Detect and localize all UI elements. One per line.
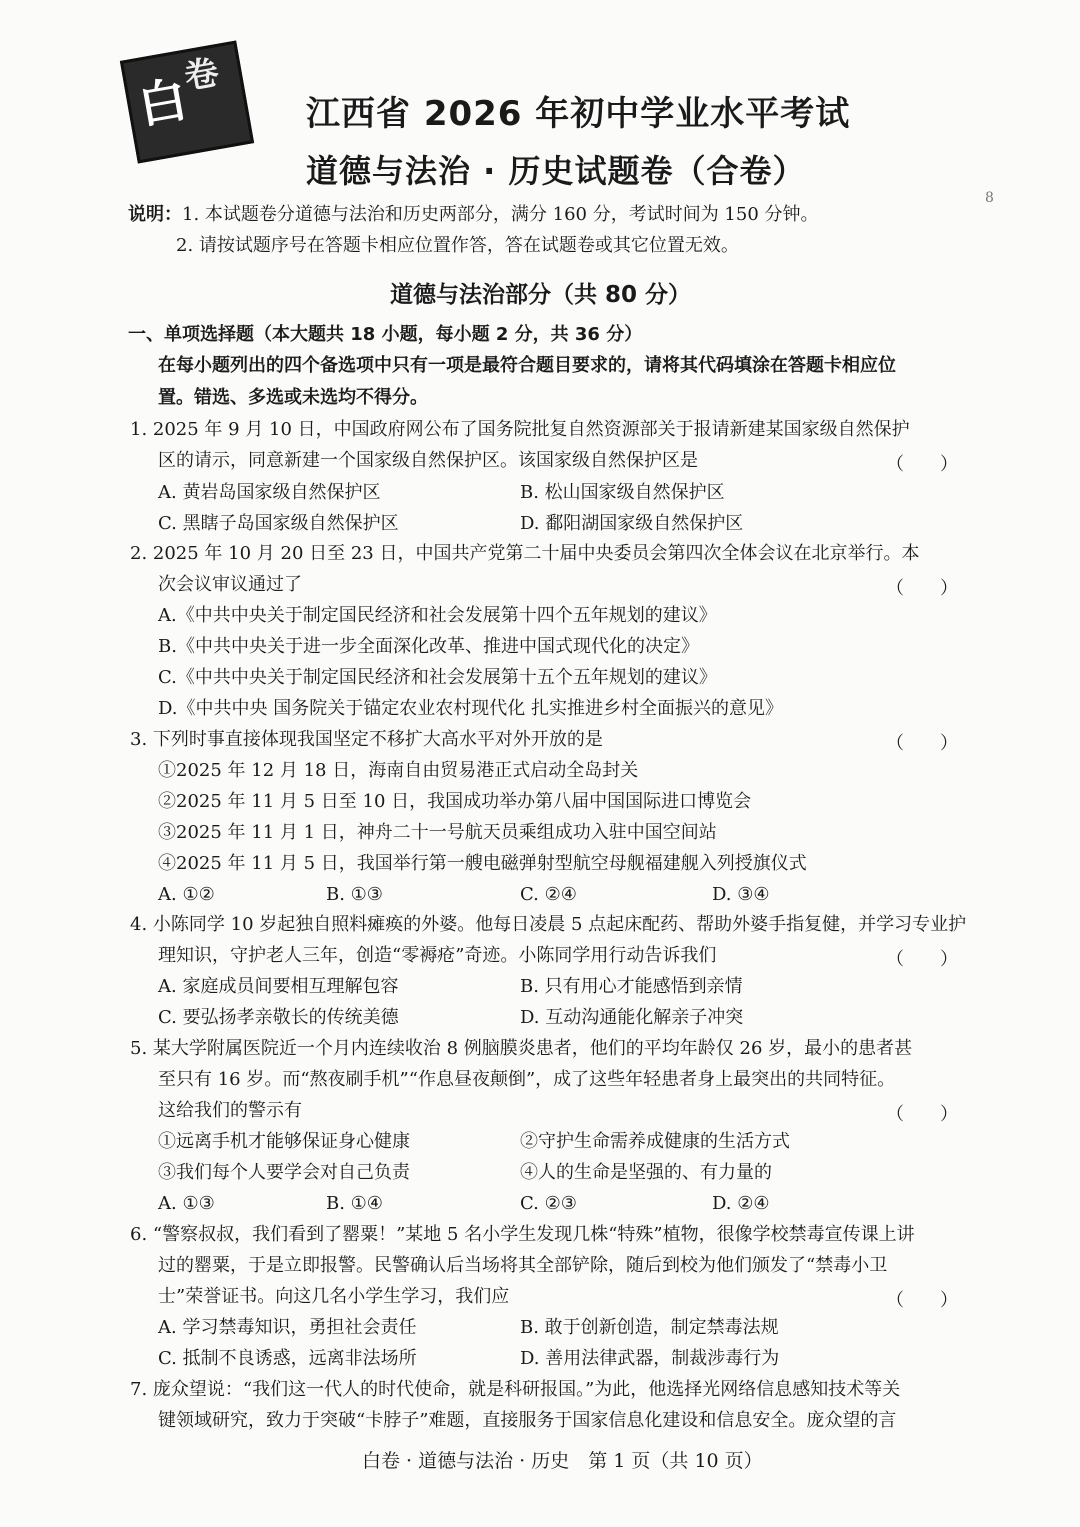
q5-stem-2: 至只有 16 岁。而“熬夜刷手机”“作息昼夜颠倒”，成了这些年轻患者身上最突出的共同特征。 [158, 1069, 896, 1090]
q7-stem-1: 7. 庞众望说：“我们这一代人的时代使命，就是科研报国。”为此，他选择光网络信息感知技术等关 [130, 1379, 901, 1400]
q5-option-d: D. ②④ [712, 1193, 770, 1214]
q2-option-b: B.《中共中央关于进一步全面深化改革、推进中国式现代化的决定》 [158, 636, 699, 657]
q4-option-b: B. 只有用心才能感悟到亲情 [520, 976, 743, 997]
stamp-char-left: 白 [134, 71, 192, 135]
q5-option-a: A. ①③ [158, 1193, 215, 1214]
exam-title: 江西省 2026 年初中学业水平考试 [306, 94, 851, 134]
q1-stem-1: 1. 2025 年 9 月 10 日，中国政府网公布了国务院批复自然资源部关于报请新建某国家级自然保护 [130, 419, 910, 440]
q4-stem-2: 理知识，守护老人三年，创造“零褥疮”奇迹。小陈同学用行动告诉我们 [158, 945, 717, 966]
q1-option-c: C. 黑瞎子岛国家级自然保护区 [158, 513, 399, 534]
q3-option-b: B. ①③ [326, 884, 383, 905]
part-title: 道德与法治部分（共 80 分） [390, 282, 692, 308]
q5-stem-3: 这给我们的警示有 [158, 1100, 302, 1121]
q6-stem-2: 过的罂粟，于是立即报警。民警确认后当场将其全部铲除，随后到校为他们颁发了“禁毒小卫 [158, 1255, 888, 1276]
q5-statement-1: ①远离手机才能够保证身心健康 [158, 1131, 410, 1152]
q3-option-c: C. ②④ [520, 884, 577, 905]
q4-answer-paren: （ ） [886, 949, 958, 970]
section-heading: 一、单项选择题（本大题共 18 小题，每小题 2 分，共 36 分） [128, 324, 643, 345]
q4-stem-1: 4. 小陈同学 10 岁起独自照料瘫痪的外婆。他每日凌晨 5 点起床配药、帮助外婆手指复健，并学习专业护 [130, 914, 967, 935]
exam-subtitle: 道德与法治 · 历史试题卷（合卷） [306, 152, 806, 190]
q5-statement-4: ④人的生命是坚强的、有力量的 [520, 1162, 772, 1183]
q3-statement-2: ②2025 年 11 月 5 日至 10 日，我国成功举办第八届中国国际进口博览会 [158, 791, 752, 812]
q1-stem-2: 区的请示，同意新建一个国家级自然保护区。该国家级自然保护区是 [158, 450, 698, 471]
q3-answer-paren: （ ） [886, 733, 958, 754]
q3-statement-1: ①2025 年 12 月 18 日，海南自由贸易港正式启动全岛封关 [158, 760, 639, 781]
instruction-1: 1. 本试题卷分道德与法治和历史两部分，满分 160 分，考试时间为 150 分钟。 [182, 204, 819, 225]
q2-option-a: A.《中共中央关于制定国民经济和社会发展第十四个五年规划的建议》 [158, 605, 717, 626]
q3-option-a: A. ①② [158, 884, 215, 905]
q6-option-d: D. 善用法律武器，制裁涉毒行为 [520, 1348, 780, 1369]
q5-stem-1: 5. 某大学附属医院近一个月内连续收治 8 例脑膜炎患者，他们的平均年龄仅 26 岁，最小的患者甚 [130, 1038, 913, 1059]
q5-answer-paren: （ ） [886, 1104, 958, 1125]
white-paper-stamp [120, 41, 254, 164]
section-desc-2: 置。错选、多选或未选均不得分。 [158, 387, 428, 408]
q2-answer-paren: （ ） [886, 578, 958, 599]
q3-stem: 3. 下列时事直接体现我国坚定不移扩大高水平对外开放的是 [130, 729, 603, 750]
section-desc-1: 在每小题列出的四个备选项中只有一项是最符合题目要求的，请将其代码填涂在答题卡相应位 [158, 355, 896, 376]
q6-stem-3: 士”荣誉证书。向这几名小学生学习，我们应 [158, 1286, 510, 1307]
q2-stem-1: 2. 2025 年 10 月 20 日至 23 日，中国共产党第二十届中央委员会第四次全体会议在北京举行。本 [130, 543, 920, 564]
q2-stem-2: 次会议审议通过了 [158, 574, 302, 595]
q4-option-a: A. 家庭成员间要相互理解包容 [158, 976, 399, 997]
instructions-line-1 [128, 200, 819, 226]
q1-option-b: B. 松山国家级自然保护区 [520, 482, 725, 503]
q6-option-b: B. 敢于创新创造，制定禁毒法规 [520, 1317, 779, 1338]
q1-option-a: A. 黄岩岛国家级自然保护区 [158, 482, 381, 503]
q3-option-d: D. ③④ [712, 884, 770, 905]
q6-stem-1: 6. “警察叔叔，我们看到了罂粟！”某地 5 名小学生发现几株“特殊”植物，很像学校禁毒宣传课上讲 [130, 1224, 915, 1245]
q3-statement-3: ③2025 年 11 月 1 日，神舟二十一号航天员乘组成功入驻中国空间站 [158, 822, 717, 843]
instruction-2: 2. 请按试题序号在答题卡相应位置作答，答在试题卷或其它位置无效。 [176, 235, 739, 256]
q6-option-a: A. 学习禁毒知识，勇担社会责任 [158, 1317, 417, 1338]
stamp-char-right: 卷 [181, 52, 222, 98]
margin-mark: 8 [985, 190, 994, 206]
q2-option-d: D.《中共中央 国务院关于锚定农业农村现代化 扎实推进乡村全面振兴的意见》 [158, 698, 783, 719]
page-footer: 白卷 · 道德与法治 · 历史 第 1 页（共 10 页） [362, 1450, 763, 1472]
q2-option-c: C.《中共中央关于制定国民经济和社会发展第十五个五年规划的建议》 [158, 667, 717, 688]
q5-option-b: B. ①④ [326, 1193, 383, 1214]
q5-statement-2: ②守护生命需养成健康的生活方式 [520, 1131, 790, 1152]
q1-option-d: D. 鄱阳湖国家级自然保护区 [520, 513, 744, 534]
q5-statement-3: ③我们每个人要学会对自己负责 [158, 1162, 410, 1183]
q6-option-c: C. 抵制不良诱惑，远离非法场所 [158, 1348, 417, 1369]
q1-answer-paren: （ ） [886, 454, 958, 475]
q3-statement-4: ④2025 年 11 月 5 日，我国举行第一艘电磁弹射型航空母舰福建舰入列授旗仪式 [158, 853, 807, 874]
q7-stem-2: 键领域研究，致力于突破“卡脖子”难题，直接服务于国家信息化建设和信息安全。庞众望的言 [158, 1410, 897, 1431]
q4-option-d: D. 互动沟通能化解亲子冲突 [520, 1007, 744, 1028]
q6-answer-paren: （ ） [886, 1290, 958, 1311]
instructions-label: 说明： [128, 204, 182, 225]
q5-option-c: C. ②③ [520, 1193, 577, 1214]
q4-option-c: C. 要弘扬孝亲敬长的传统美德 [158, 1007, 399, 1028]
